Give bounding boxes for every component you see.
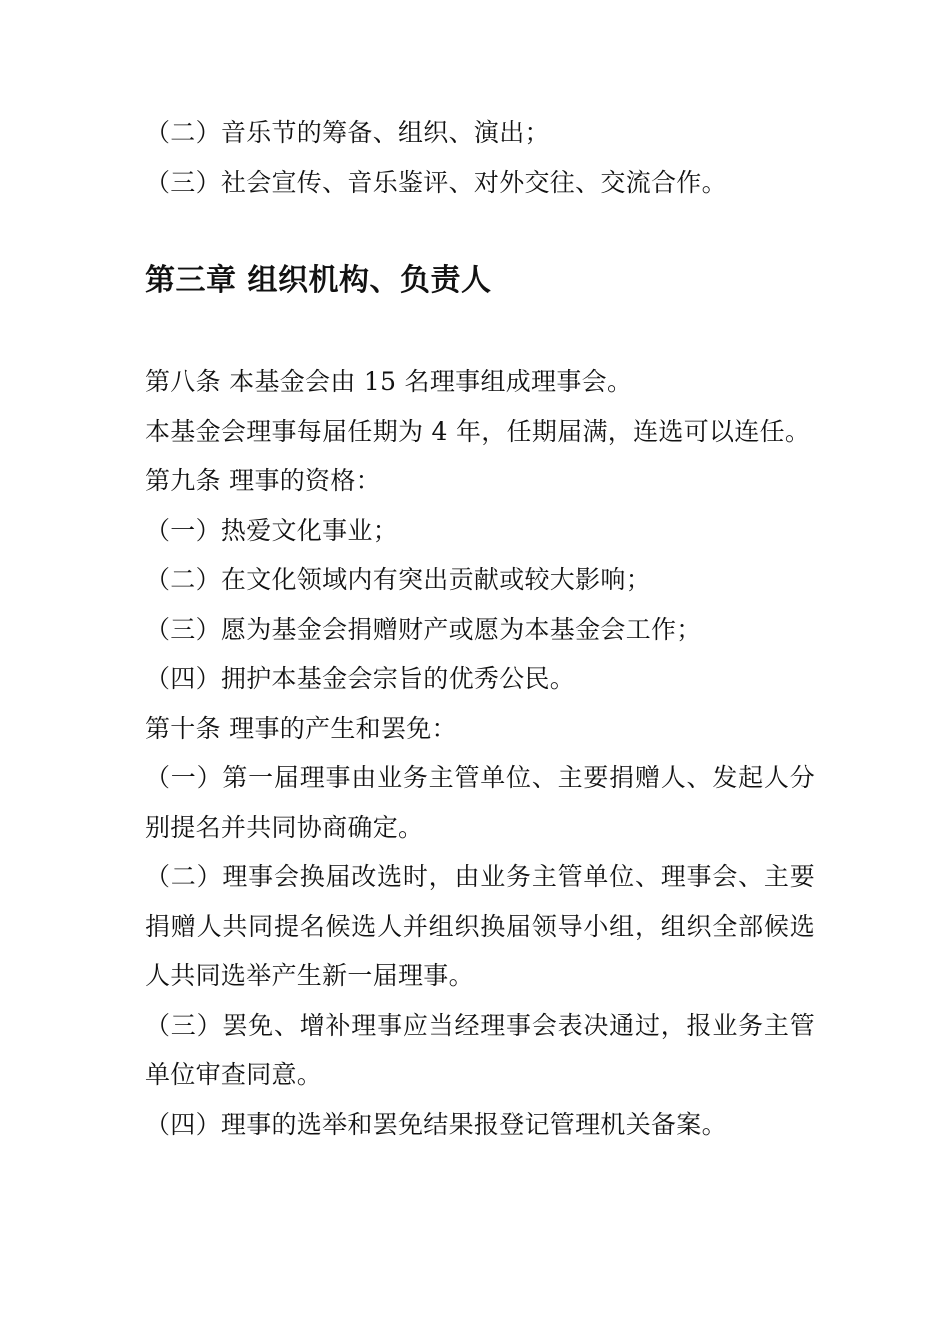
list-item: （二）音乐节的筹备、组织、演出； (145, 118, 550, 147)
list-item: （三）社会宣传、音乐鉴评、对外交往、交流合作。 (145, 167, 727, 197)
list-item: （四）拥护本基金会宗旨的优秀公民。 (145, 664, 576, 693)
list-item: （三）罢免、增补理事应当经理事会表决通过，报业务主管单位审查同意。 (145, 1010, 815, 1089)
article-10-heading: 第十条 理事的产生和罢免： (145, 713, 457, 743)
document-body (145, 108, 815, 1149)
article-8-heading: 第八条 本基金会由 15 名理事组成理事会。 (145, 367, 633, 396)
list-item: （一）热爱文化事业； (145, 515, 399, 545)
list-item: （一）第一届理事由业务主管单位、主要捐赠人、发起人分别提名并共同协商确定。 (145, 763, 815, 842)
list-item: （二）在文化领域内有突出贡献或较大影响； (145, 565, 652, 594)
list-item: （三）愿为基金会捐赠财产或愿为本基金会工作； (145, 614, 702, 644)
chapter-title: 第三章 组织机构、负责人 (145, 263, 492, 298)
article-9-heading: 第九条 理事的资格： (145, 466, 381, 495)
list-item: （二）理事会换届改选时，由业务主管单位、理事会、主要捐赠人共同提名候选人并组织换届领导小组，组织全部候选人共同选举产生新一届理事。 (145, 862, 815, 990)
article-8-body: 本基金会理事每届任期为 4 年，任期届满，连选可以连任。 (145, 416, 811, 446)
list-item: （四）理事的选举和罢免结果报登记管理机关备案。 (145, 1109, 727, 1139)
